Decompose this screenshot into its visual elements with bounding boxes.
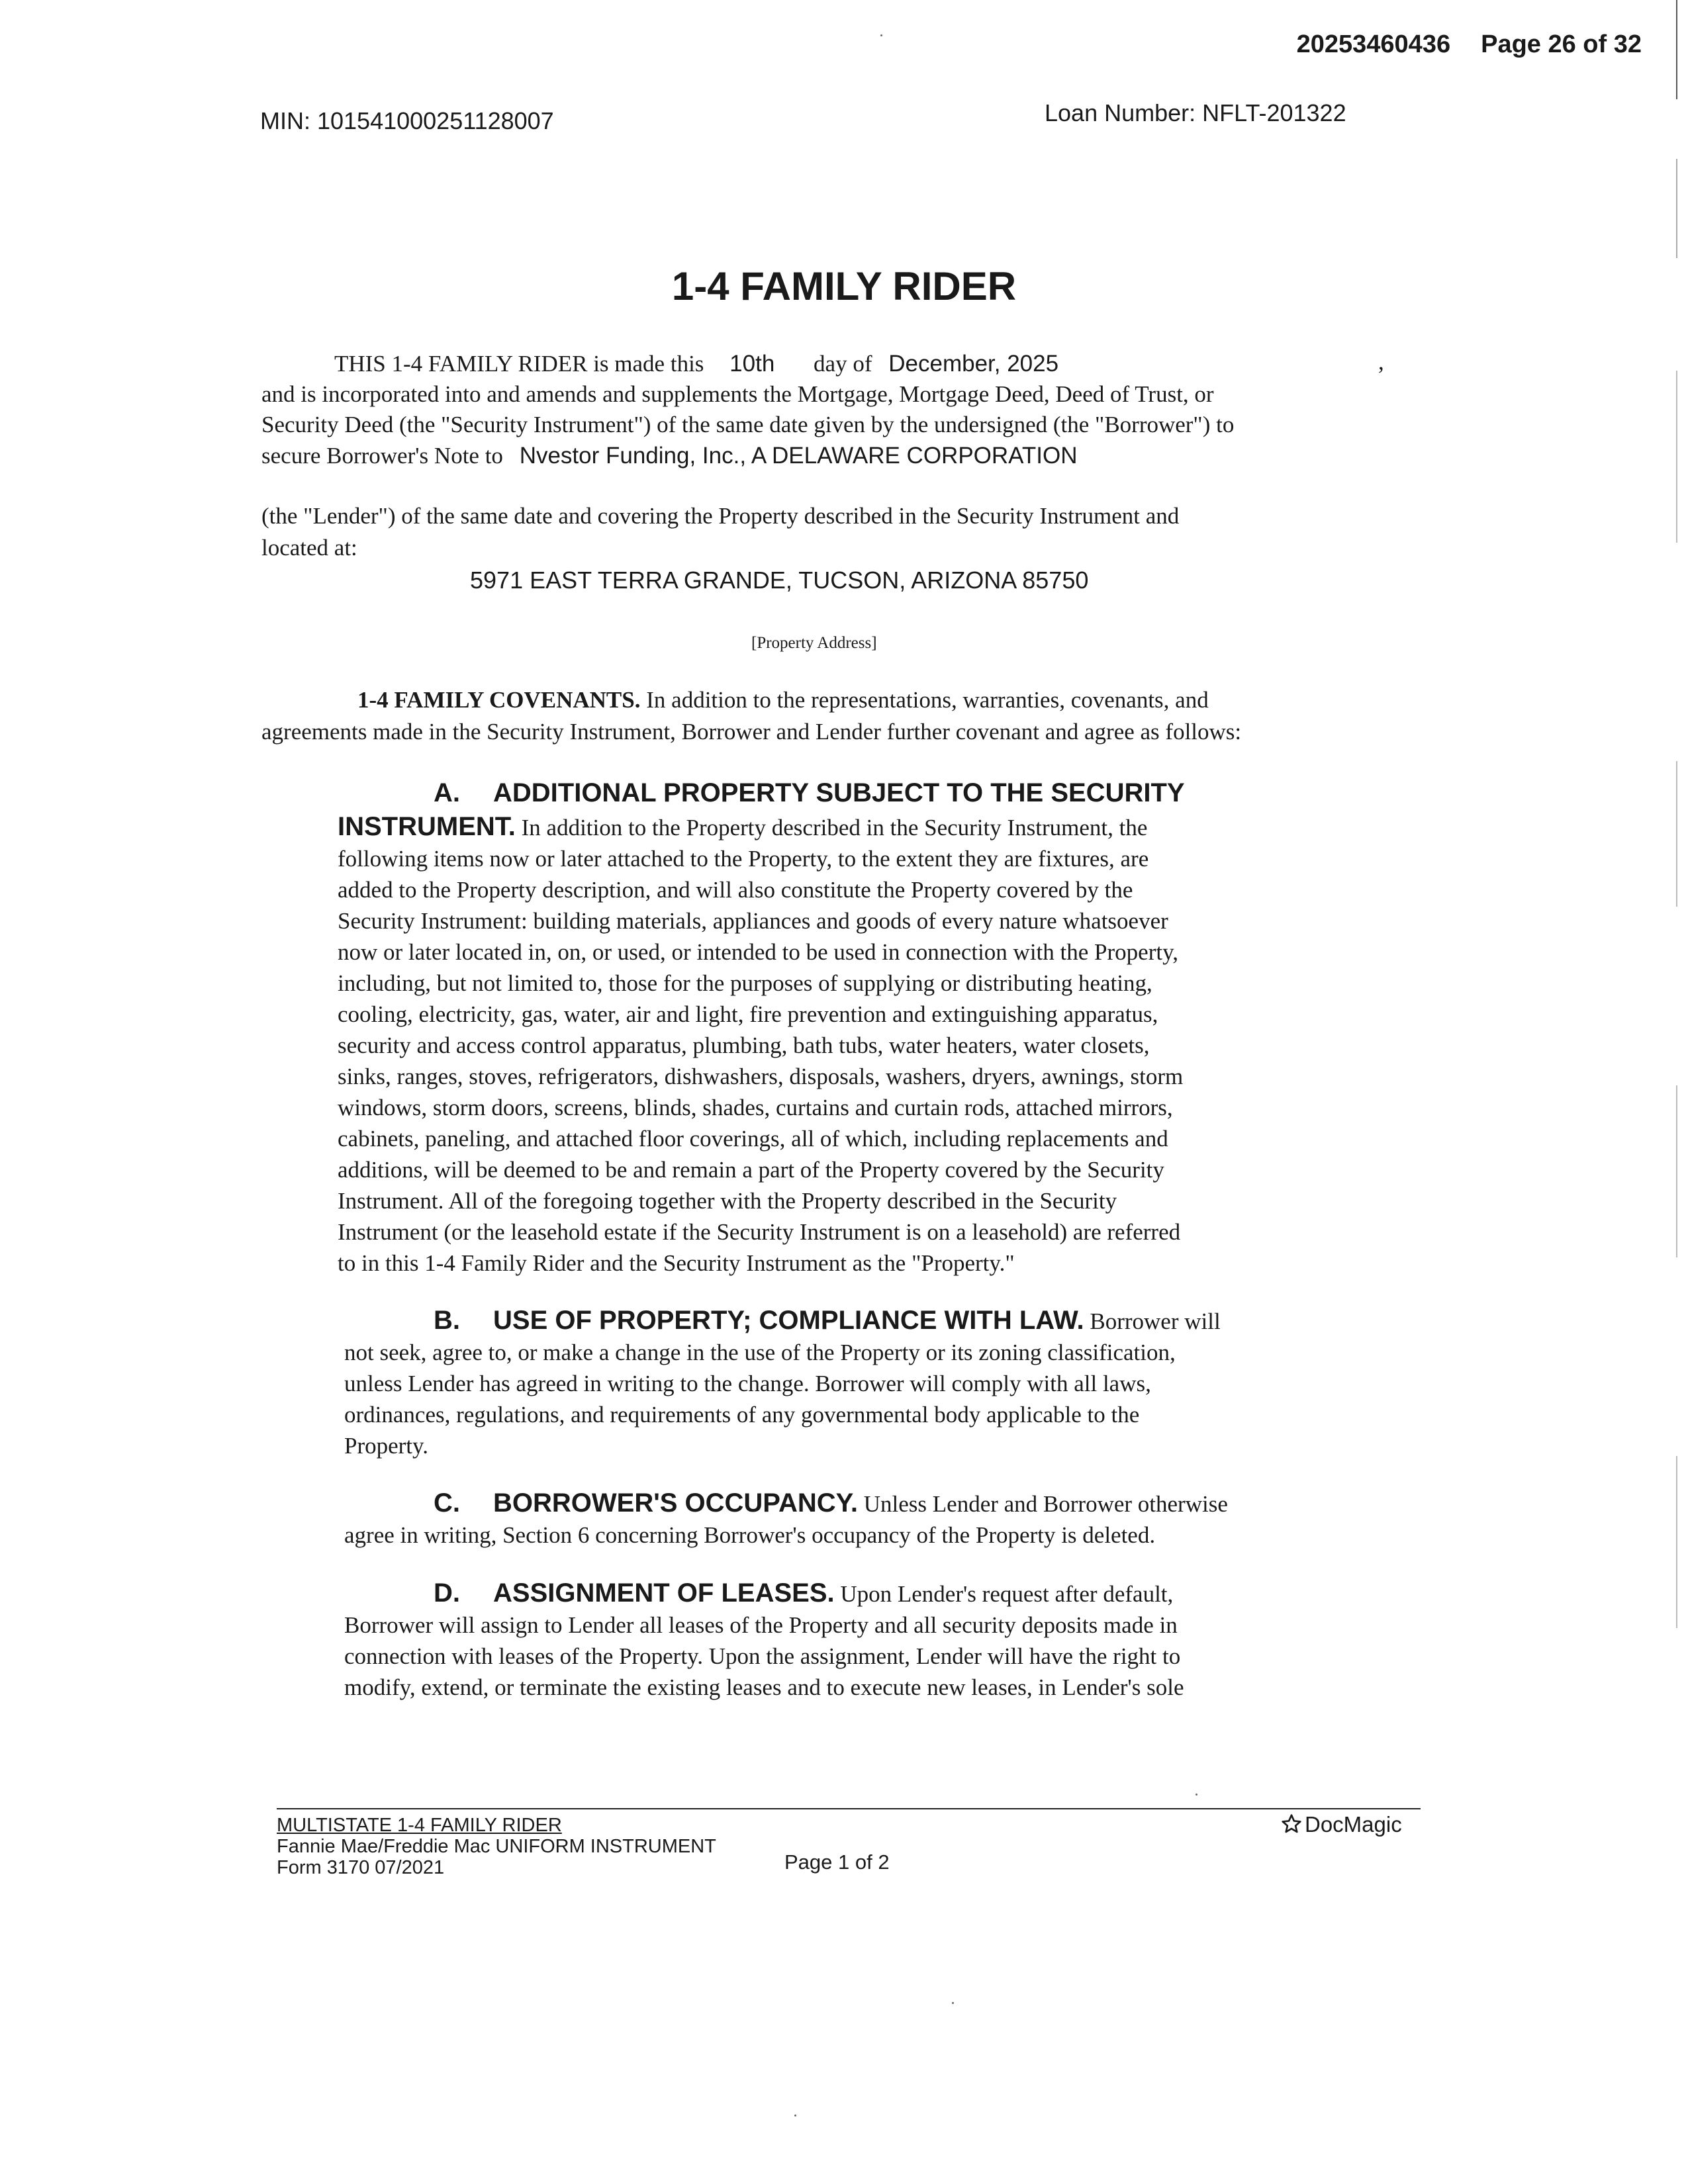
section-a-line: Instrument (or the leasehold estate if the Security Instrument is on a leasehold) are referred	[338, 1219, 1181, 1245]
scan-speck	[952, 2002, 954, 2004]
section-d-letter: D.	[434, 1578, 460, 1608]
scan-speck	[794, 2115, 796, 2116]
scan-edge-mark	[1676, 1085, 1677, 1257]
section-d-title: ASSIGNMENT OF LEASES.	[493, 1578, 835, 1608]
scan-edge-mark	[1676, 159, 1677, 258]
star-outline-icon	[1281, 1813, 1302, 1835]
section-c-line-1: Unless Lender and Borrower otherwise	[858, 1491, 1228, 1517]
section-a-line: additions, will be deemed to be and remain a part of the Property covered by the Security	[338, 1157, 1164, 1183]
section-c-title: BORROWER'S OCCUPANCY.	[493, 1488, 859, 1518]
footer-brand-name: DocMagic	[1305, 1812, 1402, 1837]
section-a-letter: A.	[434, 778, 460, 807]
section-d-line: connection with leases of the Property. Upon the assignment, Lender will have the right to	[344, 1643, 1181, 1669]
section-a-line: Security Instrument: building materials, appliances and goods of every nature whatsoever	[338, 908, 1168, 934]
intro-line-2: and is incorporated into and amends and supplements the Mortgage, Mortgage Deed, Deed of Trust, or	[261, 381, 1214, 407]
covenants-line-2: agreements made in the Security Instrument, Borrower and Lender further covenant and agree as follows:	[261, 719, 1242, 745]
scan-speck	[1196, 1794, 1197, 1796]
scan-edge-mark	[1676, 1456, 1677, 1628]
section-d-line-1: Upon Lender's request after default,	[834, 1581, 1174, 1607]
section-a-line: including, but not limited to, those for the purposes of supplying or distributing heating,	[338, 970, 1152, 996]
footer-form-line-2: Fannie Mae/Freddie Mac UNIFORM INSTRUMENT	[277, 1836, 716, 1857]
section-a-line: added to the Property description, and will also constitute the Property covered by the	[338, 877, 1133, 903]
section-a-title: ADDITIONAL PROPERTY SUBJECT TO THE SECURITY	[493, 778, 1185, 807]
covenants-heading: 1-4 FAMILY COVENANTS.	[357, 687, 641, 713]
section-a-line: cabinets, paneling, and attached floor coverings, all of which, including replacements and	[338, 1126, 1168, 1152]
section-a-line: now or later located in, on, or used, or intended to be used in connection with the Property,	[338, 939, 1179, 965]
intro-day: 10th	[729, 351, 775, 377]
section-b-line-1: Borrower will	[1084, 1308, 1221, 1334]
scan-edge-mark	[1676, 371, 1677, 543]
section-d-line: modify, extend, or terminate the existing leases and to execute new leases, in Lender's sole	[344, 1674, 1184, 1700]
scan-edge-mark	[1676, 0, 1677, 99]
intro-line-4	[261, 443, 1078, 469]
property-address: 5971 EAST TERRA GRANDE, TUCSON, ARIZONA 85750	[470, 567, 1089, 594]
footer-form-title: MULTISTATE 1-4 FAMILY RIDER	[277, 1815, 562, 1836]
intro-day-of: day of	[814, 351, 872, 377]
intro-lead: THIS 1-4 FAMILY RIDER is made this	[334, 351, 704, 377]
lender-name: Nvestor Funding, Inc., A DELAWARE CORPORATION	[519, 443, 1078, 469]
footer-brand	[1281, 1812, 1402, 1837]
document-title: 1-4 FAMILY RIDER	[671, 264, 1017, 308]
section-a-line: to in this 1-4 Family Rider and the Security Instrument as the "Property."	[338, 1250, 1015, 1276]
section-a-line: security and access control apparatus, plumbing, bath tubs, water heaters, water closets,	[338, 1032, 1150, 1058]
section-d-line: Borrower will assign to Lender all leases of the Property and all security deposits made in	[344, 1612, 1178, 1638]
section-c-line: agree in writing, Section 6 concerning Borrower's occupancy of the Property is deleted.	[344, 1522, 1156, 1548]
recording-page-label: Page 26 of 32	[1481, 30, 1642, 58]
scan-edge-mark	[1676, 761, 1677, 907]
section-b-line: unless Lender has agreed in writing to the change. Borrower will comply with all laws,	[344, 1371, 1151, 1396]
section-a-line: sinks, ranges, stoves, refrigerators, dishwashers, disposals, washers, dryers, awnings, storm	[338, 1064, 1184, 1089]
section-a-line: windows, storm doors, screens, blinds, shades, curtains and curtain rods, attached mirrors,	[338, 1095, 1173, 1120]
scan-speck	[880, 34, 882, 36]
section-b-body	[344, 1305, 1483, 1461]
property-address-caption: [Property Address]	[751, 634, 877, 652]
intro-line-5: (the "Lender") of the same date and covering the Property described in the Security Instrument and	[261, 503, 1180, 529]
section-a-heading	[434, 778, 1185, 808]
intro-line-3: Security Deed (the "Security Instrument") of the same date given by the undersigned (the "Borrower") to	[261, 412, 1235, 437]
recording-header	[1297, 30, 1642, 59]
section-b-line: Property.	[344, 1433, 429, 1459]
section-b-title: USE OF PROPERTY; COMPLIANCE WITH LAW.	[493, 1306, 1084, 1335]
intro-note-to: secure Borrower's Note to	[261, 443, 503, 469]
section-d-body	[344, 1578, 1483, 1703]
footer-form-line-3: Form 3170 07/2021	[277, 1857, 445, 1878]
section-b-line: ordinances, regulations, and requirements of any governmental body applicable to the	[344, 1402, 1140, 1428]
section-b-line: not seek, agree to, or make a change in the use of the Property or its zoning classification,	[344, 1340, 1176, 1365]
footer-rule	[277, 1808, 1421, 1809]
section-c-letter: C.	[434, 1488, 460, 1518]
section-a-title-cont: INSTRUMENT.	[338, 812, 516, 841]
section-a-line: following items now or later attached to the Property, to the extent they are fixtures, are	[338, 846, 1149, 872]
intro-line-6: located at:	[261, 535, 357, 561]
covenants-line-1-text: In addition to the representations, warranties, covenants, and	[640, 687, 1209, 713]
section-b-letter: B.	[434, 1306, 460, 1335]
section-c-body	[344, 1488, 1483, 1551]
min-number: MIN: 101541000251128007	[260, 107, 554, 134]
covenants-line-1	[357, 687, 1209, 713]
section-a-line-1: In addition to the Property described in the Security Instrument, the	[515, 815, 1148, 841]
intro-month-year: December, 2025	[888, 351, 1059, 377]
footer-page-of: Page 1 of 2	[784, 1850, 890, 1874]
intro-comma: ,	[1378, 349, 1384, 375]
intro-line-1	[334, 351, 1058, 377]
section-a-line: cooling, electricity, gas, water, air and light, fire prevention and extinguishing apparatus,	[338, 1001, 1158, 1027]
section-a-body	[338, 811, 1476, 1279]
loan-number: Loan Number: NFLT-201322	[1045, 99, 1346, 126]
section-a-line: Instrument. All of the foregoing together with the Property described in the Security	[338, 1188, 1117, 1214]
recording-document-number: 20253460436	[1296, 30, 1451, 58]
